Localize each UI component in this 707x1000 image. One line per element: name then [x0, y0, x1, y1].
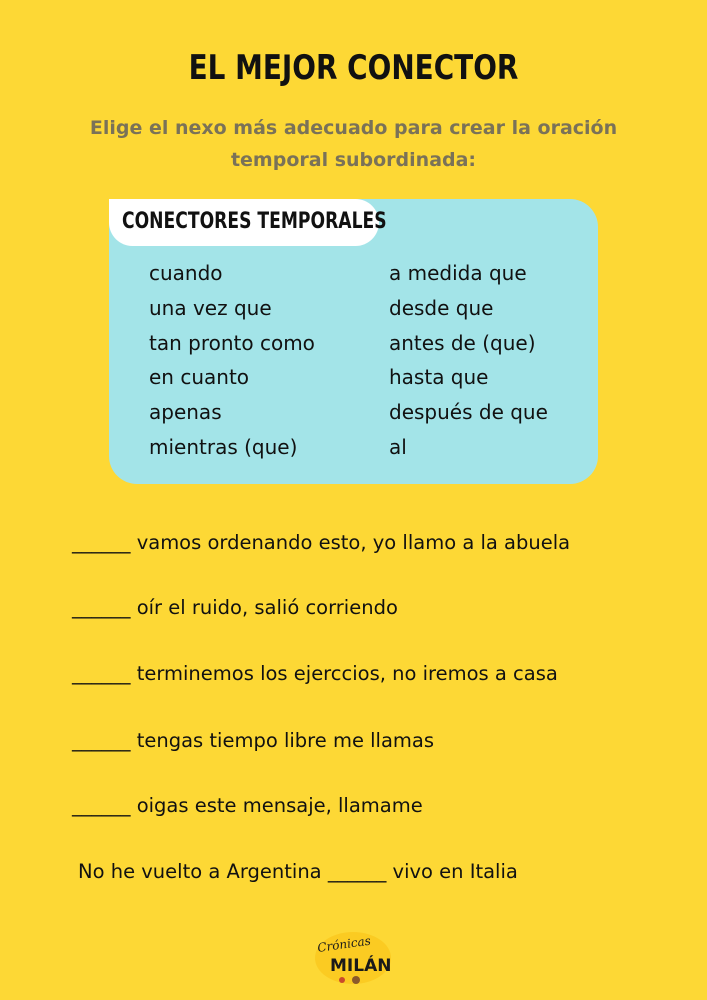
connectors-right-column — [389, 256, 548, 465]
connector-item: una vez que — [149, 295, 272, 320]
connectors-heading: CONECTORES TEMPORALES — [122, 209, 387, 234]
connector-item: a medida que — [389, 261, 527, 285]
logo-line1: Crónicas — [316, 933, 372, 955]
logo-line2: MILÁN — [330, 956, 392, 976]
page-title: EL MEJOR CONECTOR — [188, 48, 519, 88]
connector-item: hasta que — [389, 365, 489, 390]
connector-item: después de que — [389, 400, 548, 425]
exercise-sentence-4: ______ tengas tiempo libre me llamas — [72, 729, 435, 752]
connectors-left-column — [149, 256, 315, 465]
connector-item: al — [389, 434, 407, 459]
connector-item: apenas — [149, 400, 222, 425]
connector-item: mientras (que) — [149, 434, 298, 459]
connector-item: desde que — [389, 295, 494, 320]
exercise-sentence-5: ______ oigas este mensaje, llamame — [72, 794, 423, 817]
exercise-sentence-1: ______ vamos ordenando esto, yo llamo a la abuela — [72, 531, 571, 554]
instructions: Elige el nexo más adecuado para crear la oración temporal subordinada: — [89, 117, 618, 171]
connector-item: tan pronto como — [149, 330, 315, 355]
connector-item: antes de (que) — [389, 330, 536, 355]
cronicas-milan-logo — [312, 928, 394, 988]
connector-item: en cuanto — [149, 365, 250, 390]
exercise-sentence-3: ______ terminemos los ejerccios, no iremos a casa — [72, 662, 558, 685]
exercise-sentence-2: ______ oír el ruido, salió corriendo — [72, 596, 398, 619]
exercise-sentence-6: No he vuelto a Argentina ______ vivo en Italia — [78, 860, 518, 883]
connector-item: cuando — [149, 261, 223, 285]
